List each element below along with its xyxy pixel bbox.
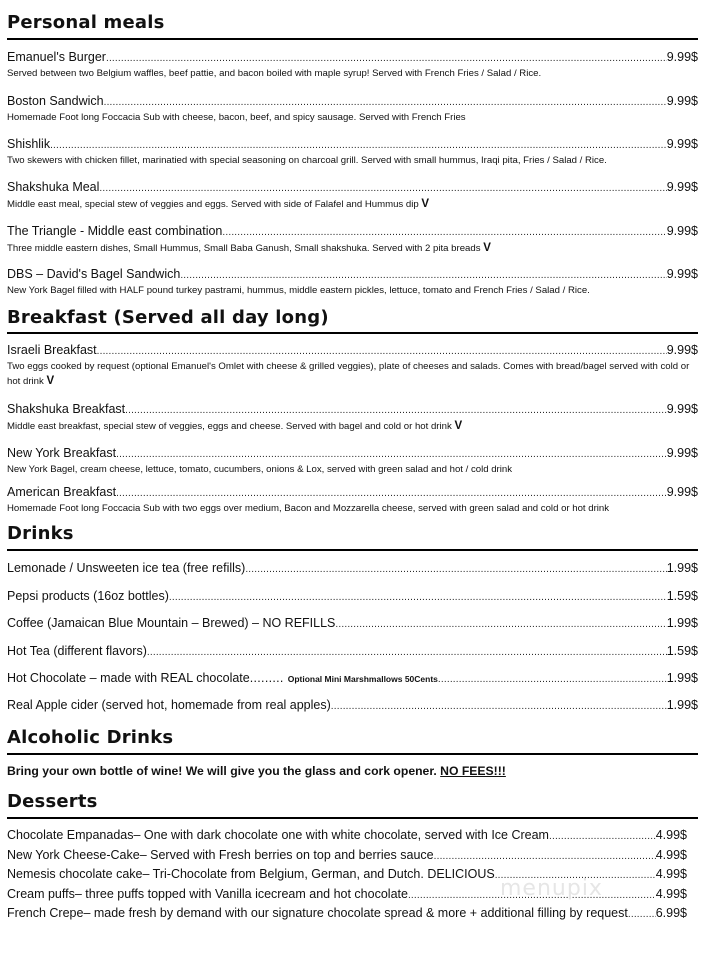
item-name: Boston Sandwich (7, 94, 104, 108)
item-price: 4.99$ (655, 867, 687, 881)
section-title-desserts: Desserts (7, 791, 98, 812)
dot-leader (222, 225, 666, 241)
item-name: Shishlik (7, 137, 51, 151)
dot-leader (331, 699, 667, 715)
menu-item (7, 401, 698, 434)
item-description: – three puffs topped with Vanilla icecream and hot chocolate (74, 887, 408, 901)
item-name: Pepsi products (16oz bottles) (7, 589, 169, 603)
section-divider (7, 753, 698, 755)
item-price: 9.99$ (666, 50, 698, 64)
menu-item (7, 588, 698, 606)
item-description: Served between two Belgium waffles, beef pattie, and bacon boiled with maple syrup! Served with French Fries / Salad / Rice. (7, 68, 542, 79)
vegetarian-mark: V (46, 375, 55, 387)
no-fees-text: NO FEES!!! (440, 764, 506, 778)
dot-leader (245, 562, 666, 578)
item-name: New York Cheese-Cake (7, 848, 140, 862)
dot-leader (335, 617, 666, 633)
dot-leader (50, 138, 667, 154)
vegetarian-mark: V (421, 198, 430, 210)
item-name: American Breakfast (7, 485, 117, 499)
item-price: 6.99$ (655, 906, 687, 920)
item-price: 1.99$ (666, 616, 698, 630)
item-description: – Tri-Chocolate from Belgium, German, and Dutch. DELICIOUS (142, 867, 495, 881)
item-price: 1.99$ (666, 671, 698, 685)
menu-item (7, 179, 698, 212)
item-description: Two skewers with chicken fillet, marinatied with special seasoning on charcoal grill. Served with small hummus, Iraqi pita, Fries / Salad / Rice. (7, 155, 607, 166)
item-name: Coffee (Jamaican Blue Mountain – Brewed) – NO REFILLS (7, 616, 336, 630)
menu-item (7, 49, 698, 81)
item-price: 1.99$ (666, 561, 698, 575)
item-description: Two eggs cooked by request (optional Emanuel's Omlet with cheese & grilled veggies), plate of cheeses and salads. Comes with bread/bagel served with cold or hot drink (7, 361, 690, 387)
menu-item (7, 560, 698, 578)
item-price: 9.99$ (666, 446, 698, 460)
item-note: Optional Mini Marshmallows 50Cents (287, 674, 438, 684)
item-price: 9.99$ (666, 485, 698, 499)
item-name: Emanuel's Burger (7, 50, 106, 64)
menu-item (7, 445, 698, 477)
dot-leader (125, 403, 667, 419)
menu-item (7, 905, 687, 923)
dot-leader (438, 672, 667, 688)
item-price: 4.99$ (655, 828, 687, 842)
section-title-alcoholic-drinks: Alcoholic Drinks (7, 727, 174, 748)
dot-leader (99, 181, 666, 197)
menu-item (7, 643, 698, 661)
item-price: 4.99$ (655, 887, 687, 901)
menu-item (7, 484, 698, 516)
section-divider (7, 38, 698, 40)
menu-item (7, 847, 687, 865)
dot-leader (116, 447, 667, 463)
dot-leader (628, 907, 656, 923)
item-name: New York Breakfast (7, 446, 117, 460)
dot-leader (116, 486, 667, 502)
item-description: Homemade Foot long Foccacia Sub with cheese, bacon, beef, and spicy sausage. Served with French Fries (7, 112, 466, 123)
item-name: Hot Tea (different flavors) (7, 644, 147, 658)
menu-item (7, 136, 698, 168)
dot-leader (106, 51, 667, 67)
item-name: Lemonade / Unsweeten ice tea (free refills) (7, 561, 246, 575)
menu-item (7, 93, 698, 125)
item-name: Shakshuka Breakfast (7, 402, 126, 416)
item-description: New York Bagel, cream cheese, lettuce, tomato, cucumbers, onions & Lox, served with green salad and hot / cold drink (7, 464, 513, 475)
item-description: Middle east meal, special stew of veggies and eggs. Served with side of Falafel and Hummus dip (7, 199, 419, 210)
item-name: DBS – David's Bagel Sandwich (7, 267, 181, 281)
item-price: 1.59$ (666, 589, 698, 603)
menu-item (7, 266, 698, 298)
menu-item (7, 827, 687, 845)
item-price: 1.99$ (666, 698, 698, 712)
item-description: Three middle eastern dishes, Small Hummus, Small Baba Ganush, Small shakshuka. Served with 2 pita breads (7, 243, 481, 254)
item-name: Chocolate Empanadas (7, 828, 134, 842)
dot-leader (180, 268, 666, 284)
item-name: French Crepe (7, 906, 84, 920)
item-price: 4.99$ (655, 848, 687, 862)
vegetarian-mark: V (454, 420, 463, 432)
item-price: 9.99$ (666, 224, 698, 238)
item-name: Nemesis chocolate cake (7, 867, 143, 881)
item-price: 9.99$ (666, 180, 698, 194)
byob-text: Bring your own bottle of wine! We will give you the glass and cork opener. (7, 764, 437, 778)
item-description: – Served with Fresh berries on top and berries sauce (139, 848, 434, 862)
section-divider (7, 549, 698, 551)
dot-leader (169, 590, 667, 606)
item-name: Israeli Breakfast (7, 343, 97, 357)
dot-leader (434, 849, 656, 865)
item-name: Cream puffs (7, 887, 75, 901)
menu-item (7, 697, 698, 715)
byob-notice (7, 764, 506, 778)
dot-leader (549, 829, 656, 845)
dot-leader (104, 95, 667, 111)
item-name: Shakshuka Meal (7, 180, 100, 194)
item-description: New York Bagel filled with HALF pound turkey pastrami, hummus, middle eastern pickles, lettuce, tomato and French Fries / Salad / Rice. (7, 285, 590, 296)
dot-leader (97, 344, 667, 360)
item-description: – One with dark chocolate one with white chocolate, served with Ice Cream (133, 828, 549, 842)
item-description: – made fresh by demand with our signature chocolate spread & more + additional filling by request (83, 906, 628, 920)
watermark: menupix (500, 876, 603, 901)
menu-item (7, 223, 698, 256)
item-name: Real Apple cider (served hot, homemade from real apples) (7, 698, 331, 712)
item-name: The Triangle - Middle east combination (7, 224, 223, 238)
vegetarian-mark: V (483, 242, 491, 254)
section-title-breakfast: Breakfast (Served all day long) (7, 307, 329, 328)
menu-item: Hot Chocolate – made with REAL chocolate ......... Optional Mini Marshmallows 50Cents ..... 1.99$ (7, 670, 698, 688)
item-price: 9.99$ (666, 402, 698, 416)
menu-item (7, 342, 698, 389)
item-price: 9.99$ (666, 137, 698, 151)
dot-leader (147, 645, 667, 661)
section-divider (7, 817, 698, 819)
menu-item (7, 615, 698, 633)
item-price: 9.99$ (666, 343, 698, 357)
section-title-drinks: Drinks (7, 523, 74, 544)
item-description: Homemade Foot long Foccacia Sub with two eggs over medium, Bacon and Mozzarella cheese, served with green salad and cold or hot drink (7, 503, 610, 514)
section-divider (7, 332, 698, 334)
item-price: 9.99$ (666, 267, 698, 281)
item-description: Middle east breakfast, special stew of veggies, eggs and cheese. Served with bagel and cold or hot drink (7, 421, 452, 432)
item-price: 1.59$ (666, 644, 698, 658)
item-price: 9.99$ (666, 94, 698, 108)
section-title-personal-meals: Personal meals (7, 12, 165, 33)
item-name: Hot Chocolate – made with REAL chocolate (7, 671, 250, 685)
